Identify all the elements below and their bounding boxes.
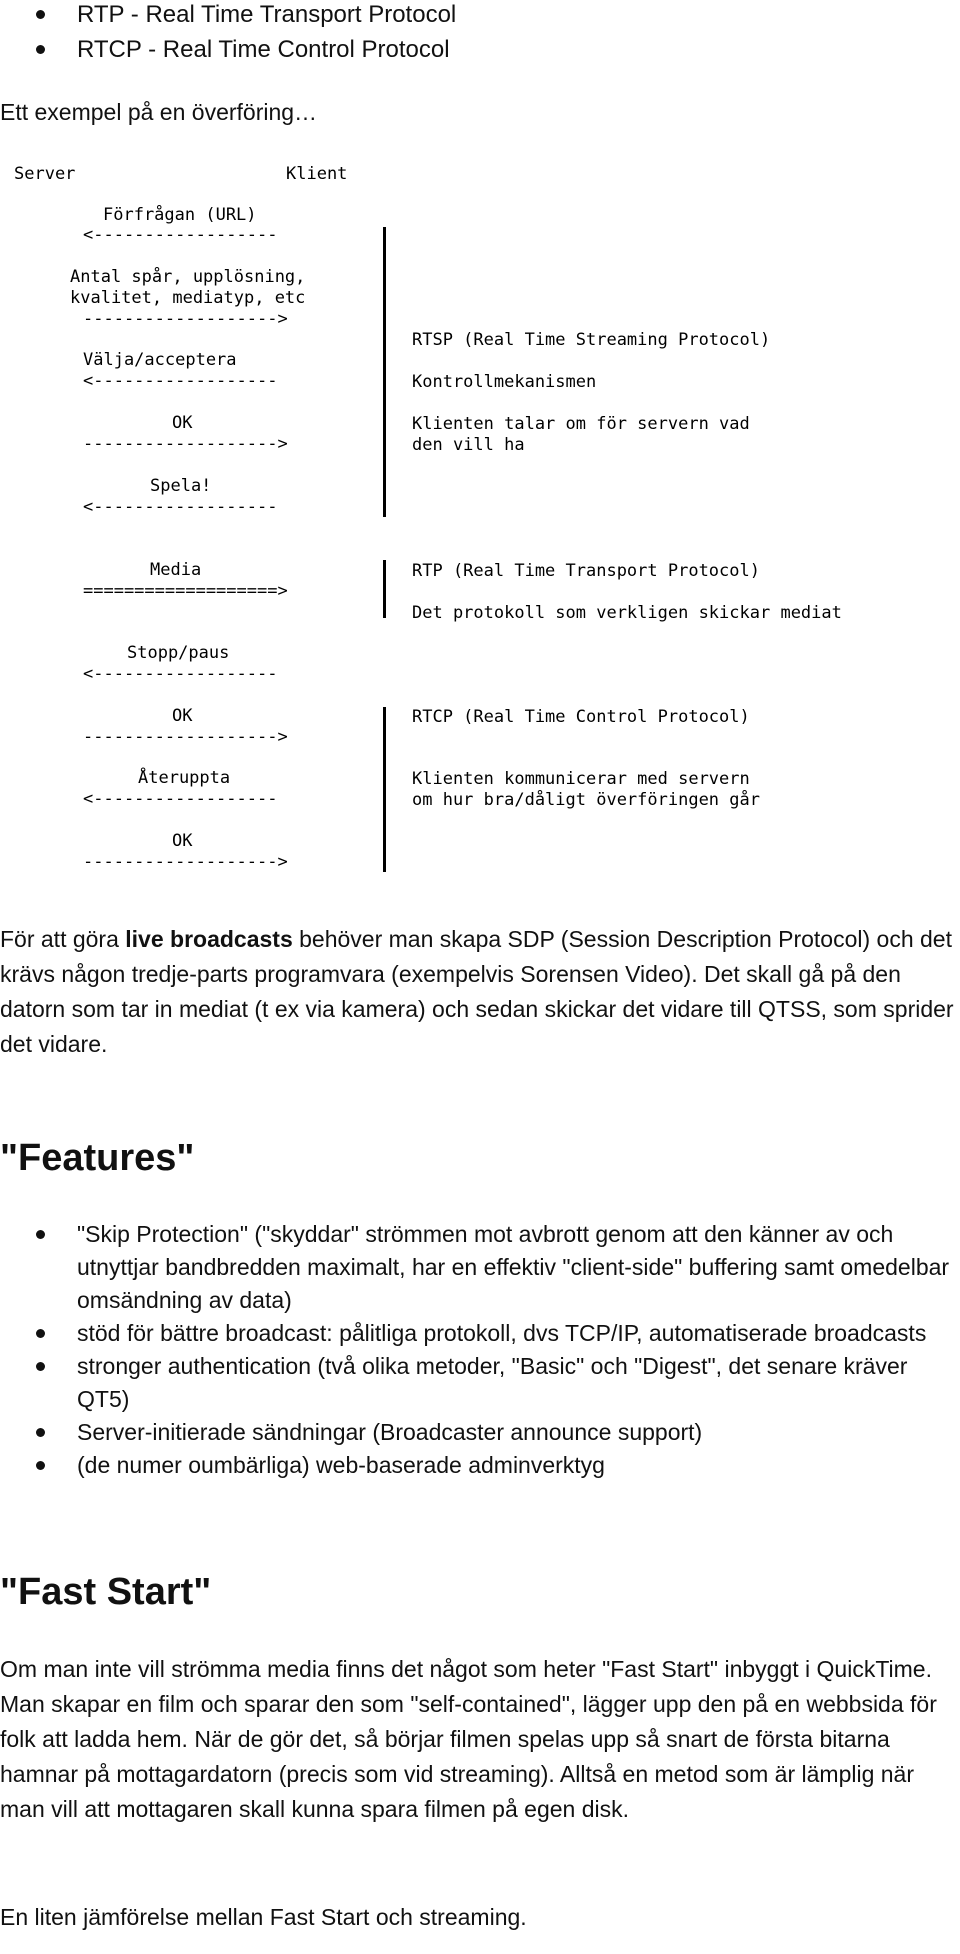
list-item: stöd för bättre broadcast: pålitliga protokoll, dvs TCP/IP, automatiserade broadcasts [0, 1317, 955, 1350]
diagram-left-text: Förfrågan (URL) [103, 205, 257, 225]
diagram-divider-line [383, 560, 386, 618]
paragraph-text: För att göra [0, 926, 126, 952]
diagram-arrow-right: -------------------> [83, 727, 288, 747]
diagram-arrow-left: <------------------ [83, 497, 278, 517]
diagram-right-text: Det protokoll som verkligen skickar mediat [412, 603, 842, 623]
features-heading: "Features" [0, 1137, 195, 1179]
comparison-paragraph: En liten jämförelse mellan Fast Start och streaming. [0, 1904, 527, 1930]
diagram-right-text: RTSP (Real Time Streaming Protocol) [412, 330, 771, 350]
list-item: (de numer oumbärliga) web-baserade adminverktyg [0, 1449, 955, 1482]
transfer-diagram [0, 155, 960, 875]
fast-start-heading: "Fast Start" [0, 1571, 212, 1613]
diagram-left-text: OK [172, 706, 193, 726]
diagram-left-text: Antal spår, upplösning, [70, 267, 306, 287]
diagram-left-text: OK [172, 413, 193, 433]
example-heading: Ett exempel på en överföring… [0, 99, 318, 125]
list-item: stronger authentication (två olika metoder, "Basic" och "Digest", det senare kräver QT5) [0, 1350, 955, 1416]
diagram-arrow-left: <------------------ [83, 225, 278, 245]
diagram-right-text: RTCP (Real Time Control Protocol) [412, 707, 750, 727]
diagram-right-text: RTP (Real Time Transport Protocol) [412, 561, 760, 581]
diagram-arrow-left: <------------------ [83, 664, 278, 684]
diagram-arrow-left: <------------------ [83, 789, 278, 809]
diagram-left-text: Media [150, 560, 202, 580]
paragraph-text: behöver man skapa SDP (Session Description Protocol) och det krävs någon tredje-parts programvara (exempelvis Sorensen Video). Det skall gå på den datorn som tar in mediat (t ex via kamera) och sedan skickar det vidare till QTSS, som sprider det vidare. [0, 926, 954, 1057]
features-bullet-list [0, 1218, 955, 1482]
diagram-left-text: Stopp/paus [127, 643, 230, 663]
diagram-left-text: kvalitet, mediatyp, etc [70, 288, 306, 308]
diagram-right-text: Klienten talar om för servern vad [412, 414, 750, 434]
diagram-left-text: Välja/acceptera [83, 350, 237, 370]
list-item: "Skip Protection" ("skyddar" strömmen mot avbrott genom att den känner av och utnyttjar bandbredden maximalt, har en effektiv "client-side" buffering samt omedelbar omsändning av data) [0, 1218, 955, 1317]
diagram-divider-line [383, 707, 386, 872]
diagram-left-text: Återuppta [138, 768, 231, 788]
list-item: RTP - Real Time Transport Protocol [0, 0, 955, 32]
intro-bullet-list [0, 0, 955, 67]
diagram-left-text: Spela! [150, 476, 212, 496]
server-label: Server [14, 164, 76, 184]
list-item: Server-initierade sändningar (Broadcaster announce support) [0, 1416, 955, 1449]
diagram-divider-line [383, 227, 386, 517]
list-item: RTCP - Real Time Control Protocol [0, 32, 955, 67]
diagram-right-text: om hur bra/dåligt överföringen går [412, 790, 760, 810]
diagram-right-text: Klienten kommunicerar med servern [412, 769, 750, 789]
bold-text: live broadcasts [125, 926, 293, 952]
diagram-left-text: OK [172, 831, 193, 851]
diagram-right-text: den vill ha [412, 435, 525, 455]
diagram-arrow-left: <------------------ [83, 371, 278, 391]
diagram-arrow-right: -------------------> [83, 434, 288, 454]
live-broadcasts-paragraph [0, 922, 955, 1062]
diagram-arrow-double: ===================> [83, 581, 288, 601]
client-label: Klient [286, 164, 348, 184]
diagram-arrow-right: -------------------> [83, 852, 288, 872]
diagram-right-text: Kontrollmekanismen [412, 372, 597, 392]
diagram-arrow-right: -------------------> [83, 309, 288, 329]
fast-start-paragraph: Om man inte vill strömma media finns det något som heter "Fast Start" inbyggt i QuickTime. Man skapar en film och sparar den som "self-contained", lägger upp den på en webbsida för folk att ladda hem. När de gör det, så börjar filmen spelas upp så snart de första bitarna hamnar på mottagardatorn (precis som vid streaming). Alltså en metod som är lämplig när man vill att mottagaren skall kunna spara filmen på egen disk. [0, 1656, 937, 1822]
